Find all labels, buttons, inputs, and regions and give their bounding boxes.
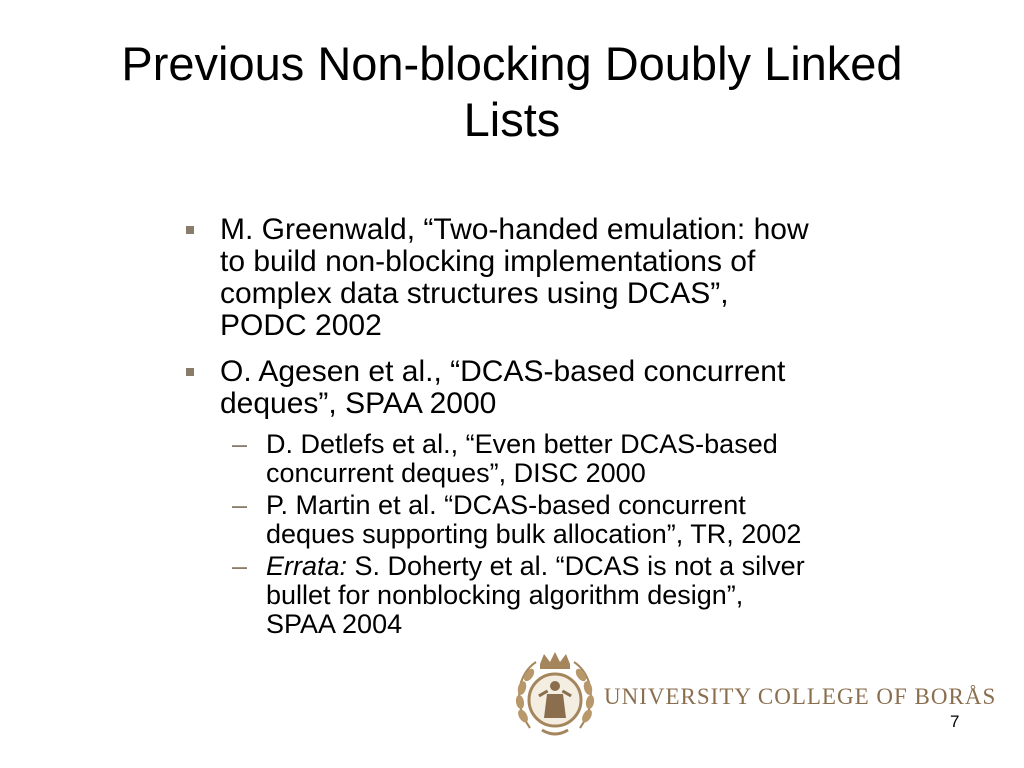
sub-bullet-line: P. Martin et al. “DCAS-based concurrent bbox=[266, 490, 746, 520]
dash-bullet-icon: – bbox=[232, 551, 248, 581]
dash-bullet-icon: – bbox=[232, 429, 248, 459]
sub-bullet-line: deques supporting bulk allocation”, TR, 2002 bbox=[266, 519, 802, 549]
university-crest-icon bbox=[510, 648, 600, 740]
title-line-1: Previous Non-blocking Doubly Linked bbox=[121, 37, 903, 90]
square-bullet-icon bbox=[186, 368, 194, 376]
slide-title bbox=[40, 36, 984, 148]
bullet-line: to build non-blocking implementations of bbox=[220, 245, 756, 278]
sub-bullet-line: bullet for nonblocking algorithm design”, bbox=[266, 580, 744, 610]
sub-bullet-martin bbox=[182, 491, 972, 549]
bullet-line: O. Agesen et al., “DCAS-based concurrent bbox=[220, 355, 786, 388]
sub-bullet-line bbox=[266, 552, 972, 581]
sub-bullet-line: SPAA 2004 bbox=[266, 609, 403, 639]
bullet-agesen bbox=[182, 356, 972, 420]
page-number: 7 bbox=[950, 712, 960, 731]
sub-bullet-line: D. Detlefs et al., “Even better DCAS-based bbox=[266, 429, 778, 459]
errata-text: S. Doherty et al. “DCAS is not a silver bbox=[347, 551, 805, 581]
university-name: UNIVERSITY COLLEGE OF BORÅS bbox=[604, 684, 997, 709]
sub-bullet-detlefs bbox=[182, 430, 972, 488]
bullet-line: PODC 2002 bbox=[220, 309, 382, 342]
square-bullet-icon bbox=[186, 226, 194, 234]
errata-label: Errata: bbox=[266, 551, 348, 581]
bullet-line: complex data structures using DCAS”, bbox=[220, 277, 729, 310]
bullet-line: M. Greenwald, “Two-handed emulation: how bbox=[220, 213, 809, 246]
title-line-2: Lists bbox=[463, 93, 561, 146]
bullet-greenwald bbox=[182, 214, 972, 342]
sub-bullet-line: concurrent deques”, DISC 2000 bbox=[266, 458, 646, 488]
slide-content bbox=[182, 214, 972, 646]
bullet-line: deques”, SPAA 2000 bbox=[220, 387, 497, 420]
sub-bullet-doherty bbox=[182, 552, 972, 639]
dash-bullet-icon: – bbox=[232, 490, 248, 520]
